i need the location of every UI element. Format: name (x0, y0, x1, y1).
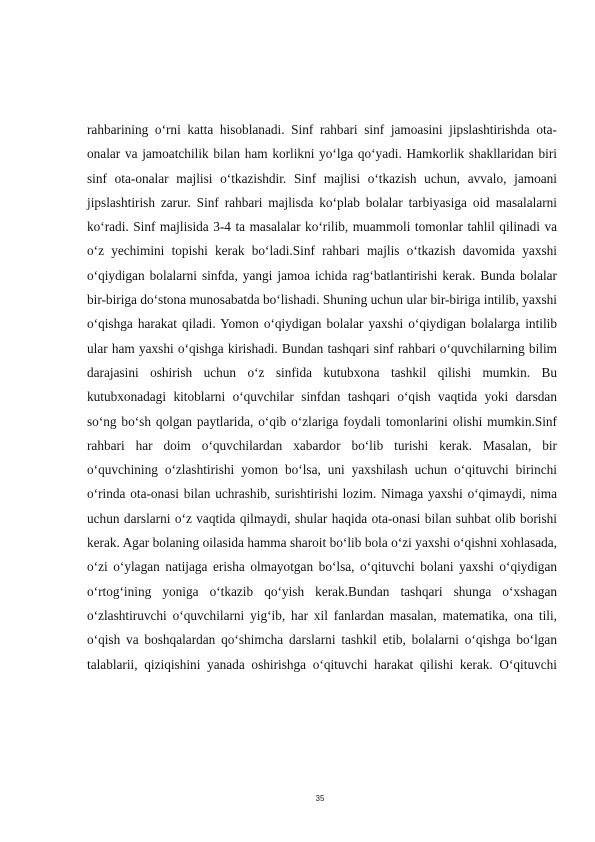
body-paragraph: rahbarining o‘rni katta hisoblanadi. Sinf rahbari sinf jamoasini jipslashtirishda ota-onalar va jamoatchilik bilan ham korlikni yo‘lga qo‘yadi. Hamkorlik shakllaridan biri sinf ota-onalar majlisi o‘tkazishdir. Sinf majlisi o‘tkazish uchun, avvalo, jamoani jipslashtirish zarur. Sinf rahbari majlisda ko‘plab bolalar tarbiyasiga oid masalalarni ko‘radi. Sinf majlisida 3-4 ta masalalar ko‘rilib, muammoli tomonlar tahlil qilinadi va o‘z yechimini topishi kerak bo‘ladi.Sinf rahbari majlis o‘tkazish davomida yaxshi o‘qiydigan bolalarni sinfda, yangi jamoa ichida rag‘batlantirishi kerak. Bunda bolalar bir-biriga do‘stona munosabatda bo‘lishadi. Shuning uchun ular bir-biriga intilib, yaxshi o‘qishga harakat qiladi. Yomon o‘qiydigan bolalar yaxshi o‘qiydigan bolalarga intilib ular ham yaxshi o‘qishga kirishadi. Bundan tashqari sinf rahbari o‘quvchilarning bilim darajasini oshirish uchun o‘z sinfida kutubxona tashkil qilishi mumkin. Bu kutubxonadagi kitoblarni o‘quvchilar sinfdan tashqari o‘qish vaqtida yoki darsdan so‘ng bo‘sh qolgan paytlarida, o‘qib o‘zlariga foydali tomonlarini olishi mumkin.Sinf rahbari har doim o‘quvchilardan xabardor bo‘lib turishi kerak. Masalan, bir o‘quvchining o‘zlashtirishi yomon bo‘lsa, uni yaxshilash uchun o‘qituvchi birinchi o‘rinda ota-onasi bilan uchrashib, surishtirishi lozim. Nimaga yaxshi o‘qimaydi, nima uchun darslarni o‘z vaqtida qilmaydi, shular haqida ota-onasi bilan suhbat olib borishi kerak. Agar bolaning oilasida hamma sharoit bo‘lib bola o‘zi yaxshi o‘qishni xohlasada, o‘zi o‘ylagan natijaga erisha olmayotgan bo‘lsa, o‘qituvchi bolani yaxshi o‘qiydigan o‘rtog‘ining yoniga o‘tkazib qo‘yish kerak.Bundan tashqari shunga o‘xshagan o‘zlashtiruvchi o‘quvchilarni yig‘ib, har xil fanlardan masalan, matematika, ona tili, o‘qish va boshqalardan qo‘shimcha darslarni tashkil etib, bolalarni o‘qishga bo‘lgan talablarii, qiziqishini yanada oshirishga o‘qituvchi harakat qilishi kerak. O‘qituvchi (87, 122, 557, 672)
page-number: 35 (315, 794, 325, 803)
